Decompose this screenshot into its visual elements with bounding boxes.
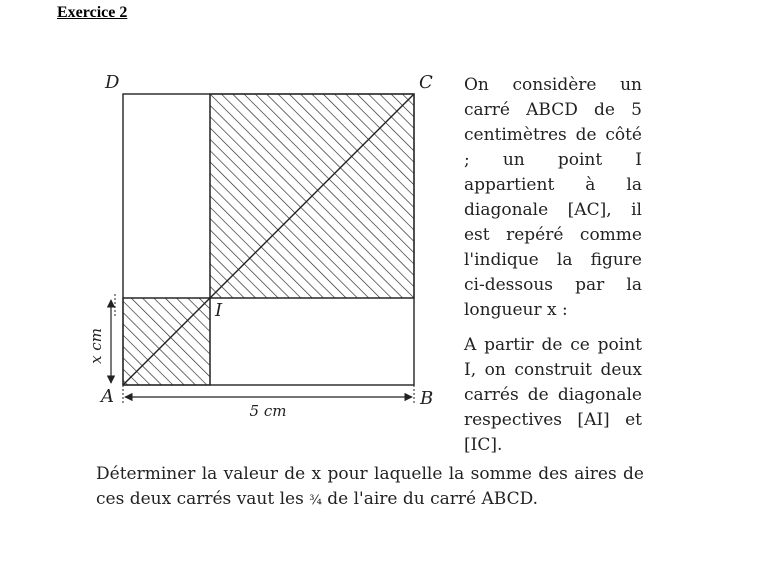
x-length-label: x cm	[87, 328, 105, 364]
question-part-1: Déterminer la valeur de x pour laquelle la somme des aires de ces deux carrés vaut les	[96, 464, 644, 509]
question-part-2: de l'aire du carré ABCD.	[321, 489, 539, 509]
statement-paragraph-2: A partir de ce point I, on construit deux carrés de diagonale respectives [AI] et [IC].	[464, 335, 642, 455]
label-a: A	[101, 386, 114, 407]
geometry-figure	[87, 70, 445, 430]
side-length-label: 5 cm	[249, 402, 287, 420]
statement-paragraph-1: On considère un carré ABCD de 5 centimètres de côté ; un point I appartient à la diagonale [AC], il est repéré comme l'indique la figure ci-dessous par la longueur x :	[464, 75, 642, 320]
exercise-title: Exercice 2	[57, 4, 128, 21]
question-fraction: ¾	[309, 493, 322, 508]
label-c: C	[419, 72, 433, 93]
label-b: B	[420, 388, 434, 409]
question	[96, 462, 644, 513]
label-i: I	[215, 300, 223, 321]
label-d: D	[105, 72, 120, 93]
